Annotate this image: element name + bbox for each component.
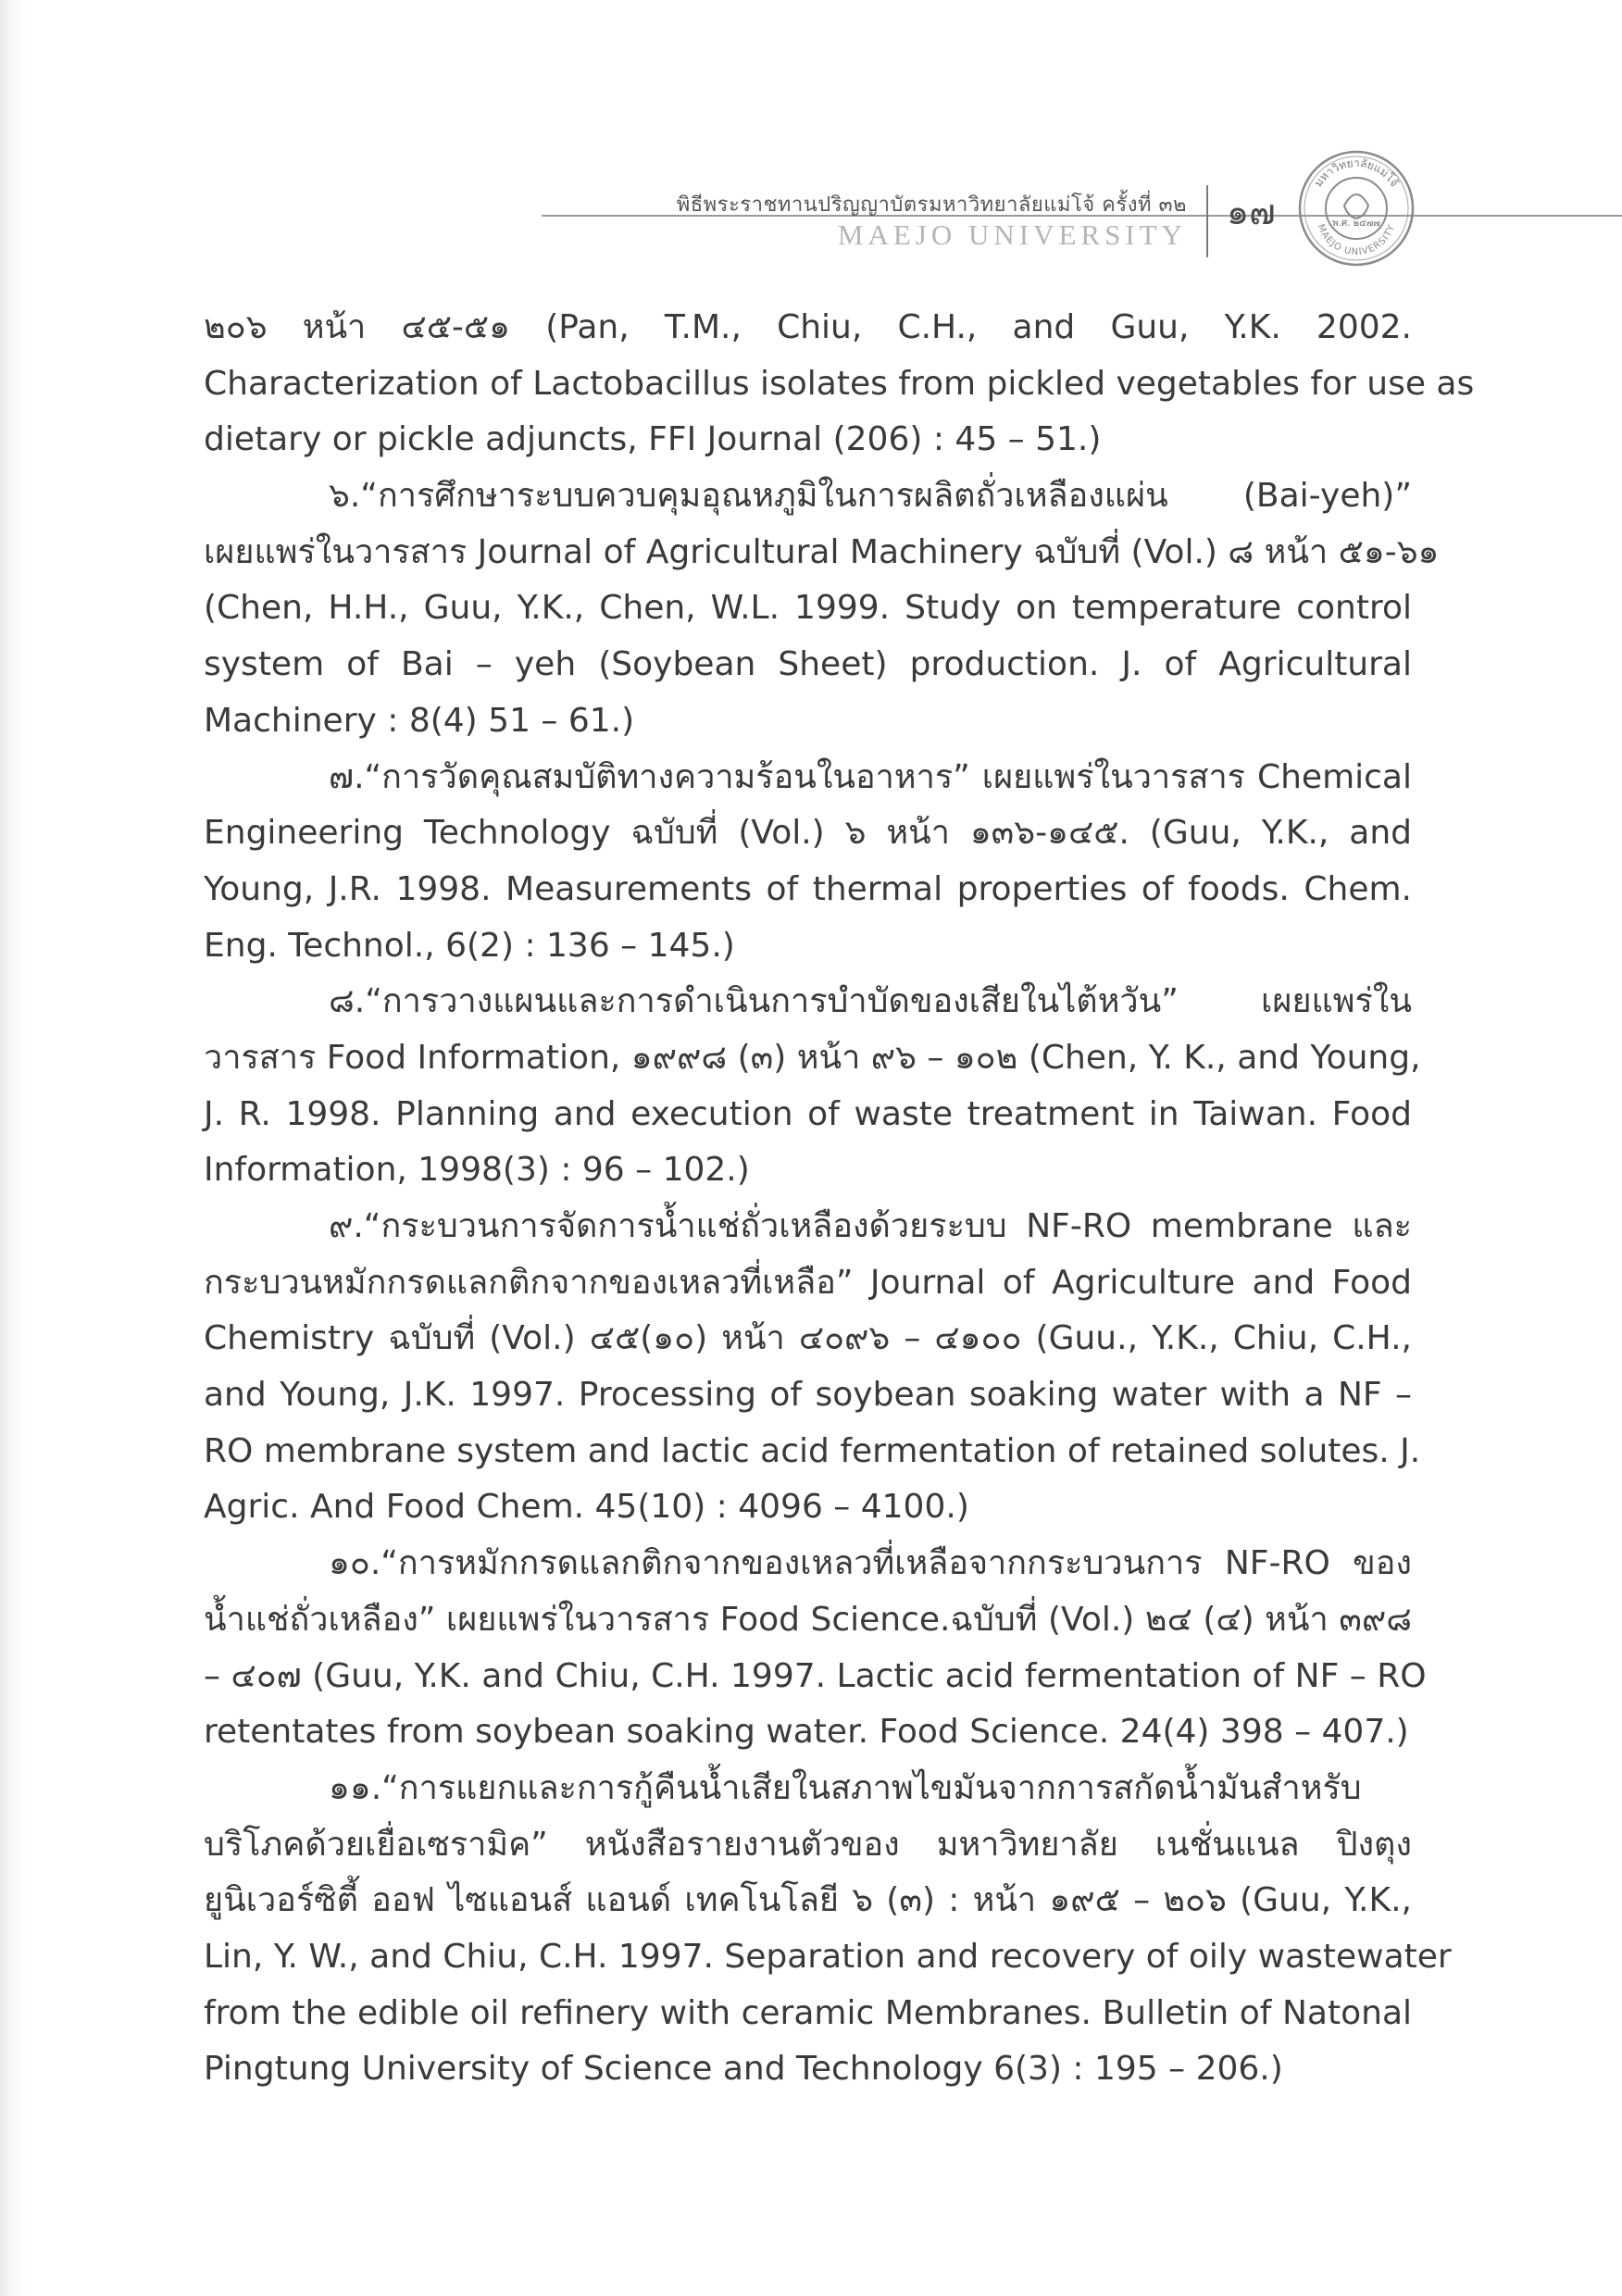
seal-top-text: มหาวิทยาลัยแม่โจ้ [1311,156,1402,190]
text-line: Information, 1998(3) : 96 – 102.) [204,1151,750,1190]
text-line: Chemistry ฉบับที่ (Vol.) ๔๕(๑๐) หน้า ๔๐๙๖ – ๔๑๐๐ (Guu., Y.K., Chiu, C.H., [204,1319,1412,1358]
header-separator [1206,185,1208,257]
text-line: J. R. 1998. Planning and execution of waste treatment in Taiwan. Food [204,1094,1412,1133]
university-seal-icon [1296,148,1416,268]
text-line: ๖.“การศึกษาระบบควบคุมอุณหภูมิในการผลิตถั่วเหลืองแผ่น (Bai-yeh)” [329,477,1412,516]
text-line: and Young, J.K. 1997. Processing of soybean soaking water with a NF – [204,1376,1412,1415]
text-line: Young, J.R. 1998. Measurements of thermal properties of foods. Chem. [204,869,1412,908]
text-line: Characterization of Lactobacillus isolates from pickled vegetables for use as [204,364,1475,403]
text-line: กระบวนหมักกรดแลกติกจากของเหลวที่เหลือ” Journal of Agriculture and Food [204,1263,1412,1302]
page-edge-shadow [0,0,28,2296]
reference-list [204,300,1475,2098]
page-number: ๑๗ [1227,192,1276,232]
text-line: (Chen, H.H., Guu, Y.K., Chen, W.L. 1999. Study on temperature control [204,589,1412,628]
text-line: – ๔๐๗ (Guu, Y.K. and Chiu, C.H. 1997. Lactic acid fermentation of NF – RO [204,1656,1427,1695]
text-line: วารสาร Food Information, ๑๙๙๘ (๓) หน้า ๙๖ – ๑๐๒ (Chen, Y. K., and Young, [204,1038,1421,1077]
text-line: เผยแพร่ในวารสาร Journal of Agricultural Machinery ฉบับที่ (Vol.) ๘ หน้า ๕๑-๖๑ [204,532,1440,571]
text-line: dietary or pickle adjuncts, FFI Journal (206) : 45 – 51.) [204,420,1102,459]
text-line: ๑๑.“การแยกและการกู้คืนน้ำเสียในสภาพไขมันจากการสกัดน้ำมันสำหรับ [329,1768,1362,1807]
text-line: Agric. And Food Chem. 45(10) : 4096 – 4100.) [204,1488,969,1527]
text-line: from the edible oil refinery with ceramic Membranes. Bulletin of Natonal [204,1993,1412,2032]
text-line: Eng. Technol., 6(2) : 136 – 145.) [204,926,735,965]
seal-center-text: พ.ศ. ๒๔๗๗ [1332,218,1380,229]
university-name: MAEJO UNIVERSITY [837,218,1187,251]
text-line: ๙.“กระบวนการจัดการน้ำแช่ถั่วเหลืองด้วยระบบ NF-RO membrane และ [329,1207,1412,1245]
text-line: retentates from soybean soaking water. Food Science. 24(4) 398 – 407.) [204,1713,1409,1752]
text-line: ๑๐.“การหมักกรดแลกติกจากของเหลวที่เหลือจากกระบวนการ NF-RO ของ [329,1544,1412,1583]
text-line: RO membrane system and lactic acid fermentation of retained solutes. J. [204,1431,1421,1470]
text-line: ยูนิเวอร์ซิตี้ ออฟ ไซแอนส์ แอนด์ เทคโนโลยี ๖ (๓) : หน้า ๑๙๕ – ๒๐๖ (Guu, Y.K., [204,1881,1412,1920]
text-line: Engineering Technology ฉบับที่ (Vol.) ๖ หน้า ๑๓๖-๑๔๕. (Guu, Y.K., and [204,814,1412,853]
text-line: Lin, Y. W., and Chiu, C.H. 1997. Separation and recovery of oily wastewater [204,1937,1452,1976]
text-line: ๗.“การวัดคุณสมบัติทางความร้อนในอาหาร” เผยแพร่ในวารสาร Chemical [329,757,1412,796]
text-line: Machinery : 8(4) 51 – 61.) [204,701,635,740]
text-line: น้ำแช่ถั่วเหลือง” เผยแพร่ในวารสาร Food Science.ฉบับที่ (Vol.) ๒๔ (๔) หน้า ๓๙๘ [204,1600,1412,1639]
text-line: Pingtung University of Science and Technology 6(3) : 195 – 206.) [204,2050,1283,2089]
text-line: บริโภคด้วยเยื่อเซรามิค” หนังสือรายงานตัวของ มหาวิทยาลัย เนชั่นแนล ปิงตุง [204,1825,1412,1864]
text-line: ๒๐๖ หน้า ๔๕-๕๑ (Pan, T.M., Chiu, C.H., and Guu, Y.K. 2002. [204,308,1412,346]
ceremony-title: พิธีพระราชทานปริญญาบัตรมหาวิทยาลัยแม่โจ้ ครั้งที่ ๓๒ [676,193,1187,217]
seal-bottom-text: MAEJO UNIVERSITY [1315,222,1398,258]
text-line: system of Bai – yeh (Soybean Sheet) production. J. of Agricultural [204,645,1412,684]
text-line: ๘.“การวางแผนและการดำเนินการบำบัดของเสียในไต้หวัน” เผยแพร่ใน [329,982,1412,1021]
